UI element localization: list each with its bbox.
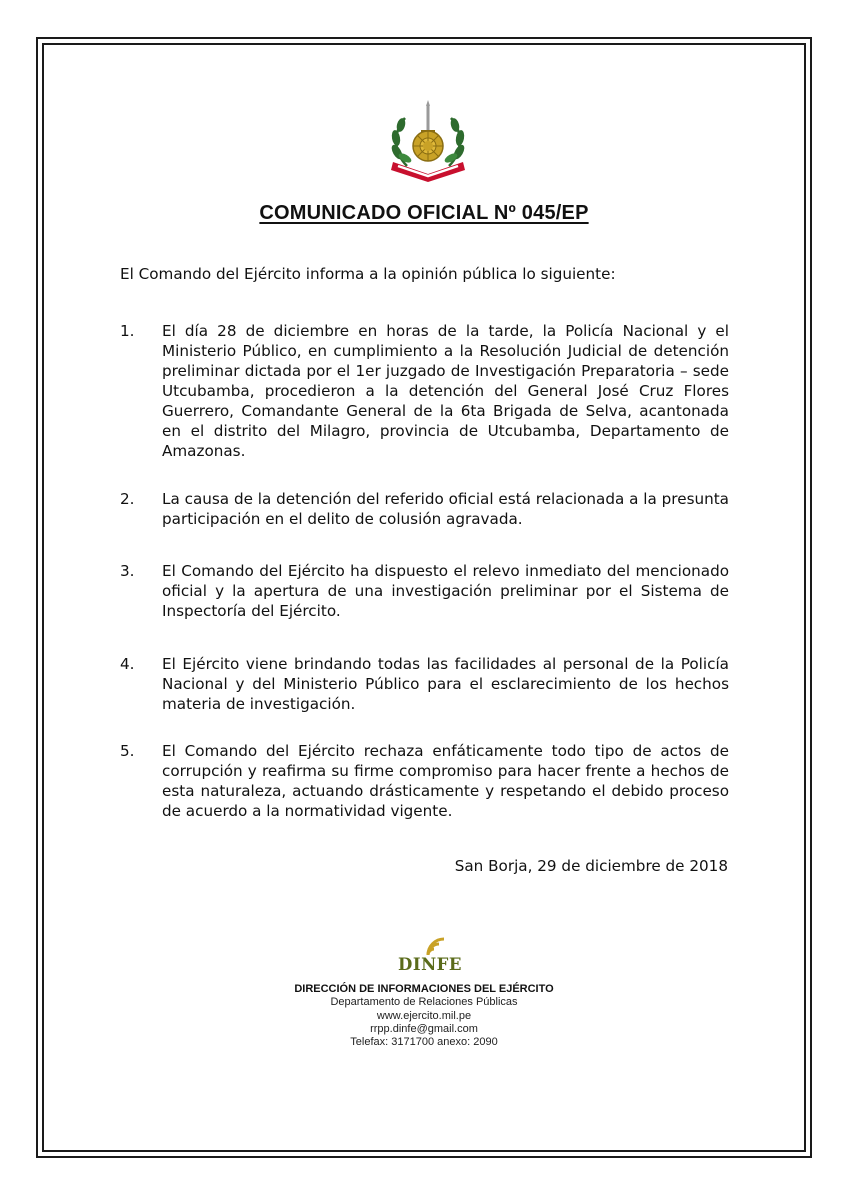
- footer-org: DIRECCIÓN DE INFORMACIONES DEL EJÉRCITO: [294, 983, 554, 995]
- page-title: COMUNICADO OFICIAL Nº 045/EP: [259, 202, 589, 224]
- intro-paragraph: El Comando del Ejército informa a la opinión pública lo siguiente:: [120, 265, 616, 283]
- army-crest-icon: [383, 100, 473, 192]
- footer-dept: Departamento de Relaciones Públicas: [330, 996, 518, 1008]
- item-text: El día 28 de diciembre en horas de la tarde, la Policía Nacional y el Ministerio Público, en cumplimiento a la Resolución Judicial de detención preliminar dictada por el 1er juzgado de Investigación Preparatoria – sede Utcubamba, procedieron a la detención del General José Cruz Flores Guerrero, Comandante General de la 6ta Brigada de Selva, acantonada en el distrito del Milagro, provincia de Utcubamba, Departamento de Amazonas.: [162, 322, 729, 460]
- item-number: 1.: [120, 322, 135, 340]
- footer-phone: Telefax: 3171700 anexo: 2090: [350, 1036, 498, 1048]
- footer-web-link[interactable]: www.ejercito.mil.pe: [376, 1010, 472, 1022]
- item-number: 3.: [120, 562, 135, 580]
- item-number: 2.: [120, 490, 135, 508]
- item-number: 5.: [120, 742, 135, 760]
- item-text: El Comando del Ejército ha dispuesto el relevo inmediato del mencionado oficial y la apertura de una investigación preliminar por el Sistema de Inspectoría del Ejército.: [162, 562, 729, 620]
- dinfe-wordmark: DINFE: [398, 955, 462, 974]
- item-text: El Ejército viene brindando todas las facilidades al personal de la Policía Nacional y del Ministerio Público para el esclarecimiento de los hechos materia de investigación.: [162, 655, 729, 713]
- footer-email-link[interactable]: rrpp.dinfe@gmail.com: [370, 1023, 478, 1035]
- dateline: San Borja, 29 de diciembre de 2018: [454, 857, 728, 875]
- item-text: El Comando del Ejército rechaza enfáticamente todo tipo de actos de corrupción y reafirma su firme compromiso para hacer frente a hechos de esta naturaleza, actuando drásticamente y respetando el debido proceso de acuerdo a la normatividad vigente.: [162, 742, 729, 820]
- item-number: 4.: [120, 655, 135, 673]
- item-text: La causa de la detención del referido oficial está relacionada a la presunta participación en el delito de colusión agravada.: [162, 490, 729, 528]
